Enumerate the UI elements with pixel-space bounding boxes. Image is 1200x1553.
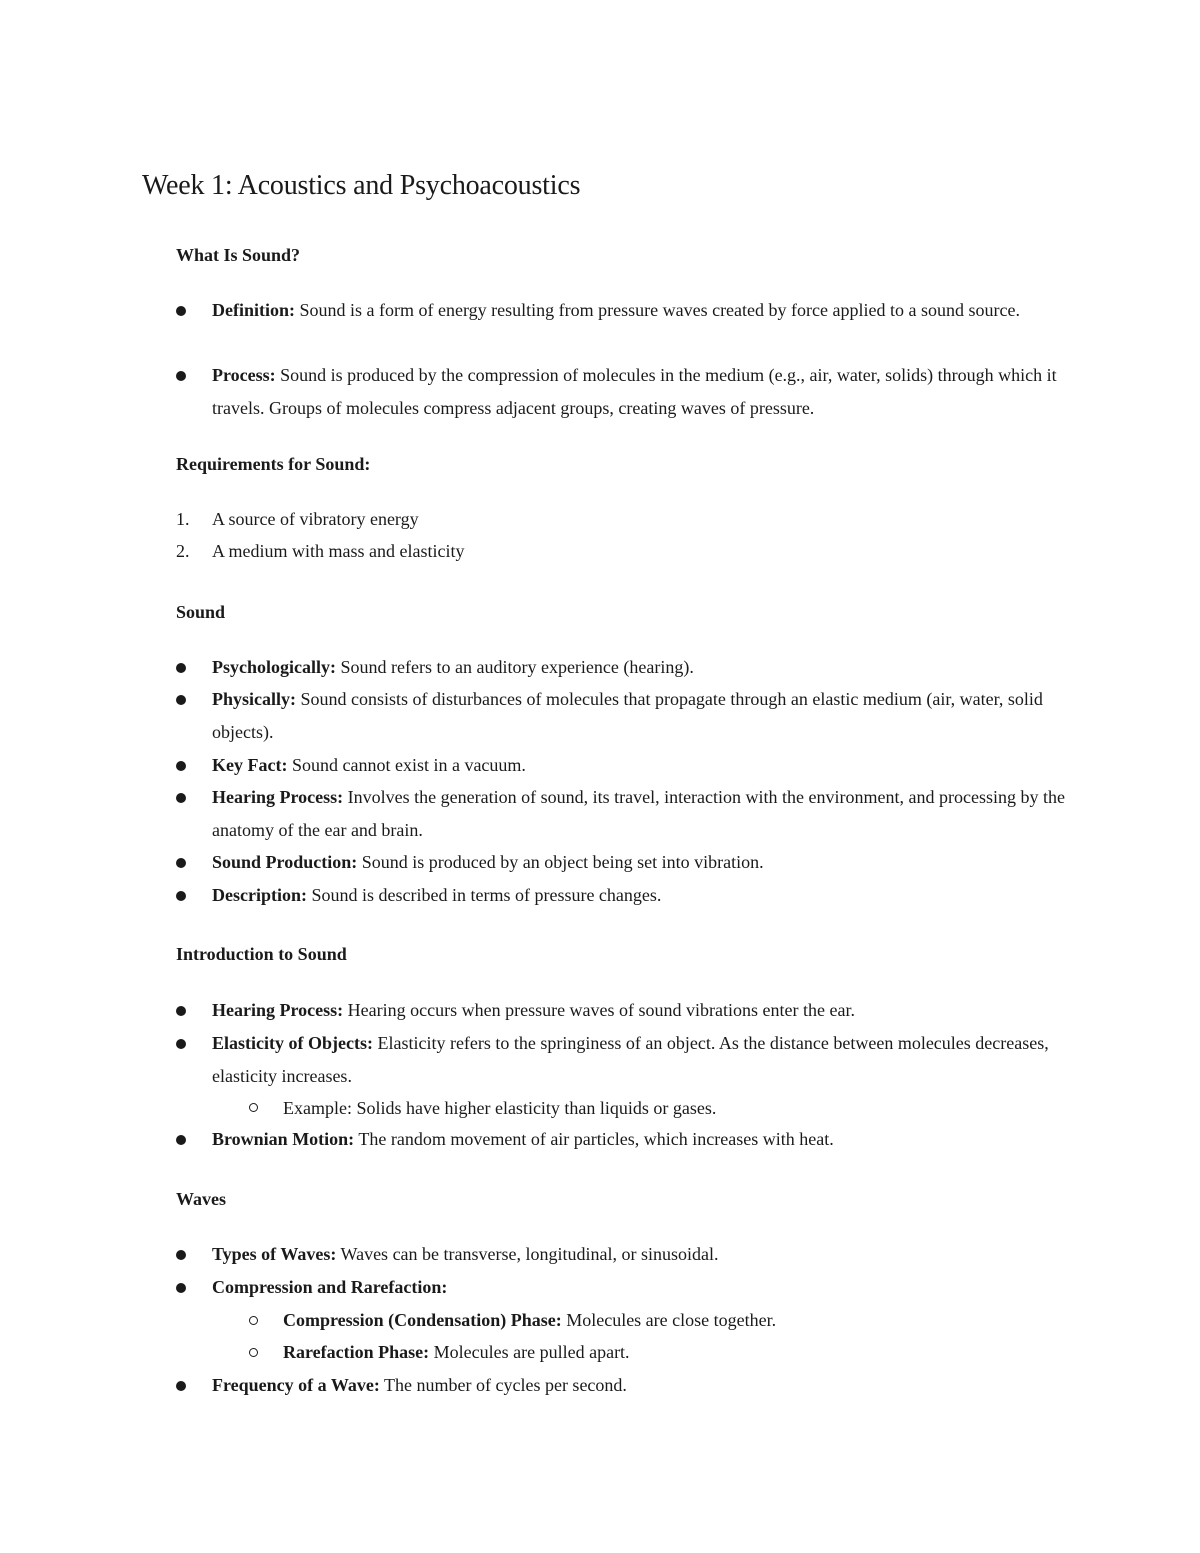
list-item: Hearing Process: Hearing occurs when pressure waves of sound vibrations enter the ear. (212, 1000, 855, 1020)
bullet-icon (176, 1381, 186, 1391)
list-item: Example: Solids have higher elasticity than liquids or gases. (283, 1098, 717, 1118)
list-item: Key Fact: Sound cannot exist in a vacuum. (212, 755, 526, 775)
bullet-icon (176, 1250, 186, 1260)
list-item: Elasticity of Objects: Elasticity refers to the springiness of an object. As the distance between molecules decreases, elasticity increases. (212, 1033, 1049, 1086)
bullet-icon (176, 306, 186, 316)
hollow-bullet-icon (249, 1348, 258, 1357)
list-item: Process: Sound is produced by the compression of molecules in the medium (e.g., air, water, solids) through which it travels. Groups of molecules compress adjacent groups, creating waves of pressure. (212, 365, 1057, 418)
bullet-icon (176, 371, 186, 381)
list-item: Rarefaction Phase: Molecules are pulled apart. (283, 1342, 630, 1362)
list-item: Brownian Motion: The random movement of air particles, which increases with heat. (212, 1129, 834, 1149)
list-item: Frequency of a Wave: The number of cycles per second. (212, 1375, 627, 1395)
section-heading-sound: Sound (176, 602, 226, 622)
bullet-icon (176, 1006, 186, 1016)
list-item: Types of Waves: Waves can be transverse, longitudinal, or sinusoidal. (212, 1244, 719, 1264)
bullet-icon (176, 891, 186, 901)
bullet-icon (176, 695, 186, 705)
page-title: Week 1: Acoustics and Psychoacoustics (142, 170, 581, 201)
list-item: Compression and Rarefaction: (212, 1277, 448, 1297)
list-item: A source of vibratory energy (212, 509, 419, 529)
section-heading-waves: Waves (176, 1189, 227, 1209)
list-item: Hearing Process: Involves the generation of sound, its travel, interaction with the environment, and processing by the anatomy of the ear and brain. (212, 787, 1065, 840)
list-item: Definition: Sound is a form of energy resulting from pressure waves created by force applied to a sound source. (212, 300, 1020, 320)
list-item: Physically: Sound consists of disturbances of molecules that propagate through an elastic medium (air, water, solid objects). (212, 689, 1043, 742)
list-item: A medium with mass and elasticity (212, 541, 465, 561)
bullet-icon (176, 761, 186, 771)
bullet-icon (176, 1135, 186, 1145)
list-item: Description: Sound is described in terms of pressure changes. (212, 885, 662, 905)
section-heading-requirements: Requirements for Sound: (176, 454, 371, 474)
bullet-icon (176, 858, 186, 868)
list-item: Psychologically: Sound refers to an auditory experience (hearing). (212, 657, 694, 677)
list-number: 2. (176, 541, 190, 561)
bullet-icon (176, 663, 186, 673)
bullet-icon (176, 1283, 186, 1293)
list-item: Compression (Condensation) Phase: Molecules are close together. (283, 1310, 777, 1330)
bullet-icon (176, 1039, 186, 1049)
section-heading-introduction: Introduction to Sound (176, 944, 347, 964)
bullet-icon (176, 793, 186, 803)
hollow-bullet-icon (249, 1103, 258, 1112)
section-heading-what-is-sound: What Is Sound? (176, 245, 301, 265)
list-item: Sound Production: Sound is produced by an object being set into vibration. (212, 852, 764, 872)
hollow-bullet-icon (249, 1316, 258, 1325)
list-number: 1. (176, 509, 190, 529)
